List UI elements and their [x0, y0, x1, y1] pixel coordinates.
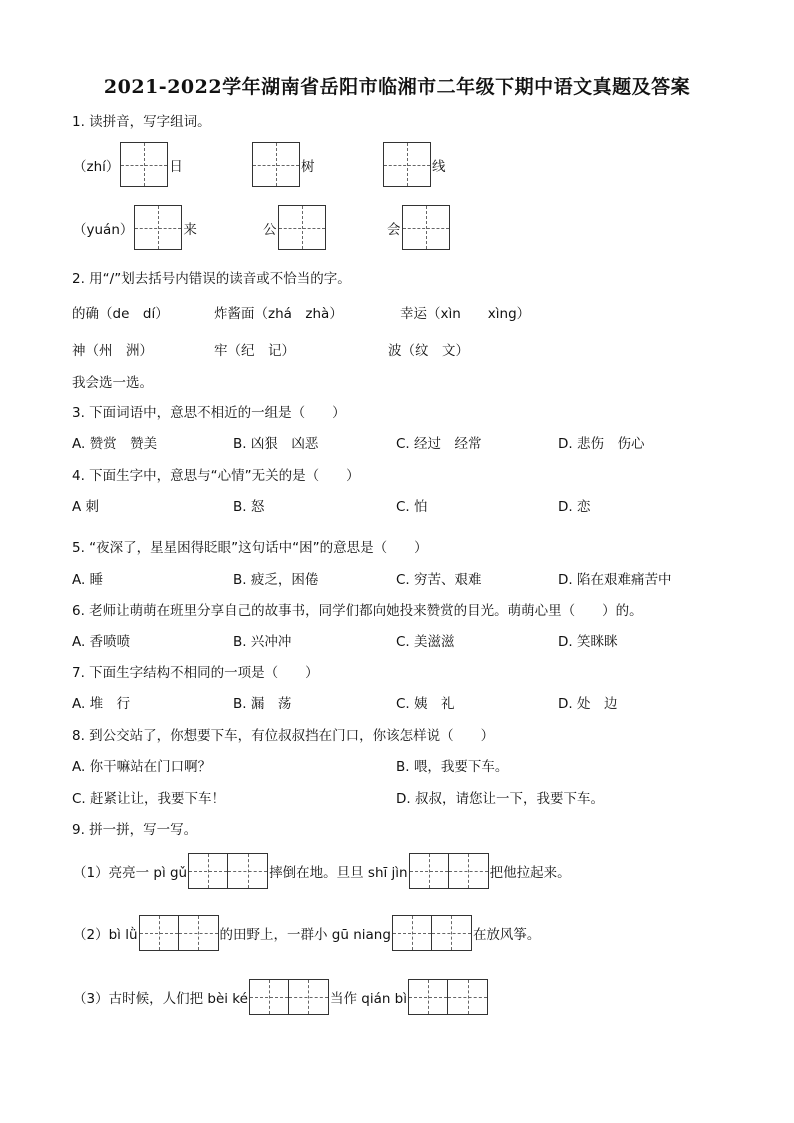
q1-word: 线: [432, 158, 446, 175]
writing-grid[interactable]: [408, 979, 488, 1015]
q8-option-c[interactable]: C. 赶紧让让，我要下车！: [72, 791, 226, 807]
question-4-stem: 4. 下面生字中，意思与“心情”无关的是（ ）: [72, 468, 360, 484]
question-8-stem: 8. 到公交站了，你想要下车，有位叔叔挡在门口，你该怎样说（ ）: [72, 728, 495, 744]
q6-option-a[interactable]: A. 香喷喷: [72, 634, 131, 650]
q1-row-1-b: [252, 142, 316, 187]
q9-s1-text-b: 摔倒在地。旦旦 shī jìn: [269, 865, 408, 881]
q1-row-2: [72, 205, 198, 250]
q9-s1-text-c: 把他拉起来。: [489, 865, 571, 881]
q3-option-a[interactable]: A. 赞赏 赞美: [72, 436, 158, 452]
q2-item: 牢（纪 记）: [214, 343, 295, 359]
q1-row-2-b: [262, 205, 326, 250]
writing-grid[interactable]: [120, 142, 168, 187]
q2-item: 波（纹 文）: [388, 343, 469, 359]
q9-s2-text-c: 在放风筝。: [472, 927, 541, 943]
writing-grid[interactable]: [409, 853, 489, 889]
question-3-stem: 3. 下面词语中，意思不相近的一组是（ ）: [72, 405, 346, 421]
q9-s3-text-b: 当作 qián bì: [329, 991, 408, 1007]
page-title: 2021-2022学年湖南省岳阳市临湘市二年级下期中语文真题及答案: [103, 76, 691, 98]
q1-row-1-c: [383, 142, 447, 187]
question-2-stem: 2. 用“/”划去括号内错误的读音或不恰当的字。: [72, 271, 351, 287]
q9-s2-text-b: 的田野上，一群小 gū niang: [219, 927, 391, 943]
q9-sentence-1: [72, 853, 572, 889]
writing-grid[interactable]: [383, 142, 431, 187]
section-heading: 我会选一选。: [72, 375, 153, 391]
q8-option-b[interactable]: B. 喂，我要下车。: [396, 759, 509, 775]
writing-grid[interactable]: [188, 853, 268, 889]
q7-option-d[interactable]: D. 处 边: [558, 696, 618, 712]
q8-option-a[interactable]: A. 你干嘛站在门口啊？: [72, 759, 212, 775]
q1-row-1: [72, 142, 184, 187]
q2-item: 幸运（xìn xìng）: [400, 306, 531, 322]
q1-pinyin-zhi: （zhí）: [73, 158, 120, 175]
writing-grid[interactable]: [134, 205, 182, 250]
q9-s3-text-a: （3）古时候，人们把 bèi ké: [73, 991, 248, 1007]
q7-option-c[interactable]: C. 姨 礼: [396, 696, 455, 712]
question-6-stem: 6. 老师让萌萌在班里分享自己的故事书，同学们都向她投来赞赏的目光。萌萌心里（ ）的。: [72, 603, 643, 619]
writing-grid[interactable]: [278, 205, 326, 250]
q5-option-b[interactable]: B. 疲乏，困倦: [233, 572, 319, 588]
question-9-stem: 9. 拼一拼，写一写。: [72, 822, 198, 838]
q8-option-d[interactable]: D. 叔叔，请您让一下，我要下车。: [396, 791, 604, 807]
q1-word: 日: [169, 158, 183, 175]
q4-option-d[interactable]: D. 恋: [558, 499, 591, 515]
q5-option-c[interactable]: C. 穷苦、艰难: [396, 572, 482, 588]
q2-item: 炸酱面（zhá zhà）: [214, 306, 343, 322]
q5-option-a[interactable]: A. 睡: [72, 572, 104, 588]
q9-sentence-2: [72, 915, 541, 951]
q2-item: 的确（de dí）: [72, 306, 169, 322]
q9-sentence-3: [72, 979, 488, 1015]
q5-option-d[interactable]: D. 陷在艰难痛苦中: [558, 572, 672, 588]
writing-grid[interactable]: [249, 979, 329, 1015]
q9-s1-text-a: （1）亮亮一 pì gǔ: [73, 865, 188, 881]
q2-item: 神（州 洲）: [72, 343, 153, 359]
q1-word: 树: [301, 158, 315, 175]
writing-grid[interactable]: [402, 205, 450, 250]
q4-option-a[interactable]: A 刺: [72, 499, 100, 515]
q7-option-a[interactable]: A. 堆 行: [72, 696, 131, 712]
q9-s2-text-a: （2）bì lǜ: [73, 927, 138, 943]
q3-option-c[interactable]: C. 经过 经常: [396, 436, 482, 452]
question-5-stem: 5. “夜深了，星星困得眨眼”这句话中“困”的意思是（ ）: [72, 540, 428, 556]
q6-option-d[interactable]: D. 笑眯眯: [558, 634, 618, 650]
writing-grid[interactable]: [252, 142, 300, 187]
writing-grid[interactable]: [392, 915, 472, 951]
q1-word: 来: [183, 221, 197, 238]
q7-option-b[interactable]: B. 漏 荡: [233, 696, 292, 712]
q4-option-b[interactable]: B. 怒: [233, 499, 265, 515]
q3-option-d[interactable]: D. 悲伤 伤心: [558, 436, 645, 452]
question-7-stem: 7. 下面生字结构不相同的一项是（ ）: [72, 665, 319, 681]
q1-pinyin-yuan: （yuán）: [73, 221, 134, 238]
q3-option-b[interactable]: B. 凶狠 凶恶: [233, 436, 319, 452]
q1-word-prefix: 会: [387, 221, 401, 238]
q6-option-b[interactable]: B. 兴冲冲: [233, 634, 292, 650]
q1-word-prefix: 公: [263, 221, 277, 238]
q6-option-c[interactable]: C. 美滋滋: [396, 634, 455, 650]
question-1-stem: 1. 读拼音，写字组词。: [72, 114, 211, 130]
q4-option-c[interactable]: C. 怕: [396, 499, 428, 515]
writing-grid[interactable]: [139, 915, 219, 951]
q1-row-2-c: [386, 205, 450, 250]
